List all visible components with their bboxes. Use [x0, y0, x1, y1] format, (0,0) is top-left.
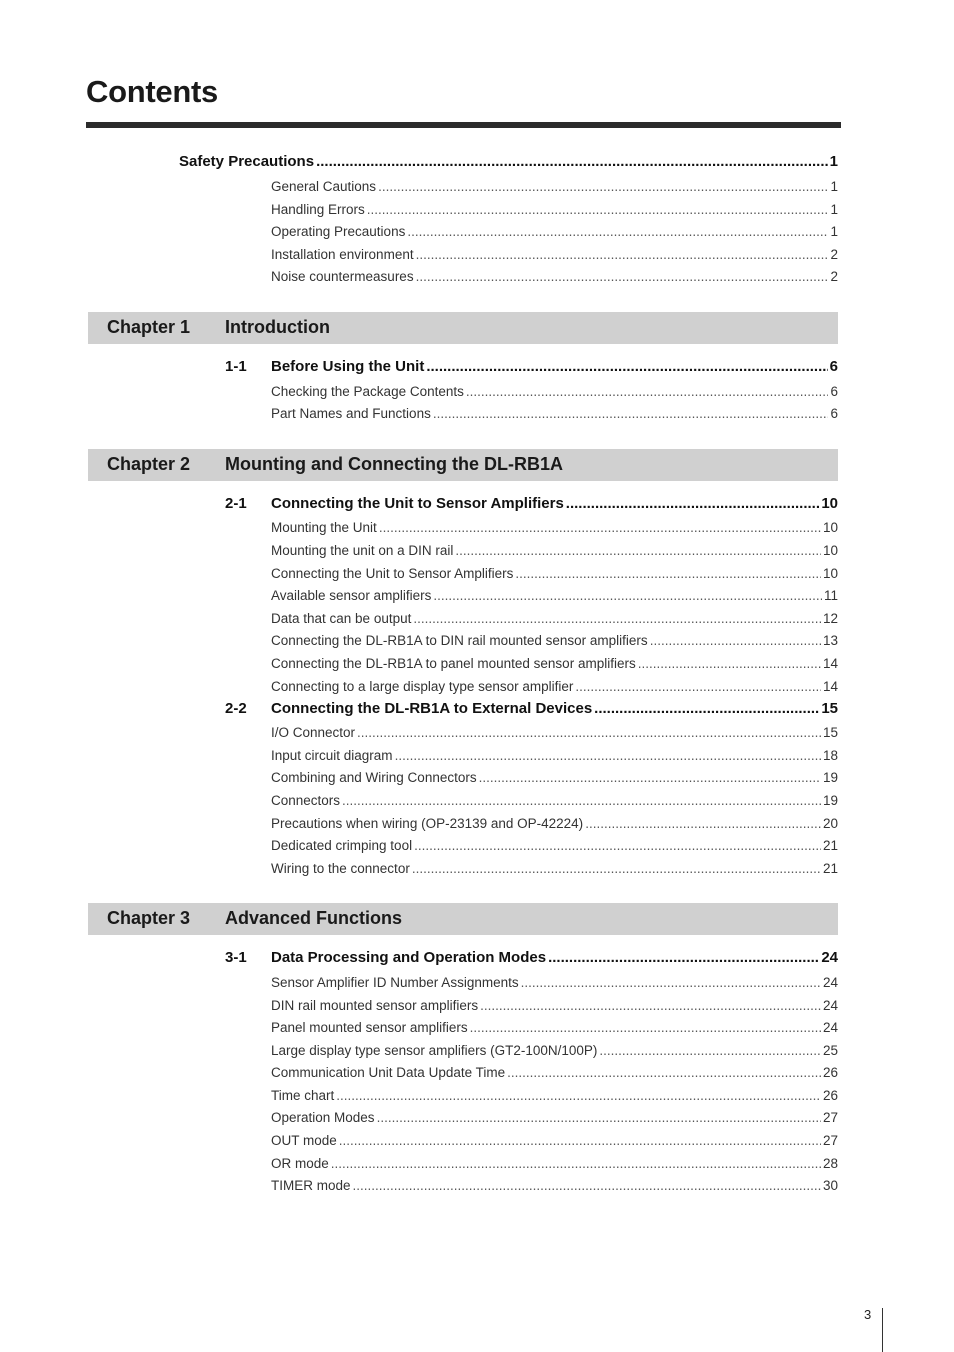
- toc-subentry-label: DIN rail mounted sensor amplifiers: [271, 998, 479, 1013]
- toc-subentry[interactable]: [271, 247, 838, 262]
- leader-dots: [407, 224, 828, 239]
- toc-page-number: 26: [822, 1088, 838, 1103]
- page-number-rule: [882, 1308, 883, 1352]
- section-number: 3-1: [225, 949, 247, 966]
- toc-subentry-label: General Cautions: [271, 179, 377, 194]
- leader-dots: [433, 406, 829, 421]
- toc-subentry[interactable]: [271, 1156, 838, 1171]
- toc-subentry-label: Large display type sensor amplifiers (GT2-100N/100P): [271, 1043, 598, 1058]
- toc-subentry-label: Connecting the Unit to Sensor Amplifiers: [271, 566, 514, 581]
- toc-subentry[interactable]: [271, 816, 838, 831]
- toc-subentry-label: Connecting to a large display type sensor amplifier: [271, 679, 574, 694]
- toc-subentry[interactable]: [271, 202, 838, 217]
- toc-page-number: 24: [822, 975, 838, 990]
- toc-subentry[interactable]: [271, 1110, 838, 1125]
- toc-page-number: 14: [822, 679, 838, 694]
- toc-page-number: 19: [822, 770, 838, 785]
- leader-dots: [416, 247, 829, 262]
- leader-dots: [507, 1065, 821, 1080]
- toc-subentry-label: Installation environment: [271, 247, 414, 262]
- toc-subentry-label: TIMER mode: [271, 1178, 351, 1193]
- section-number: 2-2: [225, 700, 247, 717]
- toc-page-number: 1: [830, 224, 838, 239]
- leader-dots: [377, 1110, 821, 1125]
- toc-page-number: 24: [821, 949, 838, 966]
- toc-subentry[interactable]: [271, 1065, 838, 1080]
- leader-dots: [413, 611, 821, 626]
- toc-page-number: 2: [830, 247, 838, 262]
- toc-subentry-label: Operating Precautions: [271, 224, 406, 239]
- chapter-label: Chapter 1: [107, 317, 191, 337]
- toc-subentry[interactable]: [271, 1020, 838, 1035]
- toc-page-number: 10: [822, 543, 838, 558]
- toc-subentry[interactable]: [271, 725, 838, 740]
- toc-subentry-label: Checking the Package Contents: [271, 384, 464, 399]
- toc-subentry-label: Part Names and Functions: [271, 406, 431, 421]
- toc-subentry-label: Panel mounted sensor amplifiers: [271, 1020, 468, 1035]
- toc-subentry[interactable]: [271, 1043, 838, 1058]
- leader-dots: [416, 269, 829, 284]
- toc-subentry-label: Mounting the Unit: [271, 520, 377, 535]
- leader-dots: [650, 633, 821, 648]
- toc-page-number: 18: [822, 748, 838, 763]
- chapter-1-header[interactable]: [88, 312, 838, 344]
- toc-page-number: 13: [822, 633, 838, 648]
- toc-subentry[interactable]: [271, 1178, 838, 1193]
- leader-dots: [331, 1156, 821, 1171]
- toc-subentry[interactable]: [271, 633, 838, 648]
- toc-page-number: 10: [822, 566, 838, 581]
- toc-subentry[interactable]: [271, 656, 838, 671]
- toc-subentry[interactable]: [271, 224, 838, 239]
- leader-dots: [426, 358, 827, 375]
- toc-page-number: 14: [822, 656, 838, 671]
- leader-dots: [379, 520, 821, 535]
- leader-dots: [433, 588, 822, 603]
- toc-page-number: 24: [822, 1020, 838, 1035]
- toc-subentry[interactable]: [271, 679, 838, 694]
- toc-subentry[interactable]: [271, 793, 838, 808]
- toc-page-number: 6: [830, 384, 838, 399]
- toc-page-number: 24: [822, 998, 838, 1013]
- toc-page-number: 12: [822, 611, 838, 626]
- toc-subentry-label: Noise countermeasures: [271, 269, 414, 284]
- chapter-label: Chapter 2: [107, 454, 191, 474]
- leader-dots: [575, 679, 821, 694]
- leader-dots: [585, 816, 821, 831]
- toc-entry-label: Safety Precautions: [179, 153, 315, 170]
- toc-page-number: 10: [821, 495, 838, 512]
- toc-page-number: 2: [830, 269, 838, 284]
- leader-dots: [367, 202, 829, 217]
- toc-subentry-label: Connecting the DL-RB1A to panel mounted sensor amplifiers: [271, 656, 636, 671]
- toc-subentry[interactable]: [271, 611, 838, 626]
- toc-subentry[interactable]: [271, 770, 838, 785]
- toc-page-number: 21: [822, 861, 838, 876]
- leader-dots: [548, 949, 819, 966]
- leader-dots: [357, 725, 821, 740]
- toc-subentry[interactable]: [271, 588, 838, 603]
- toc-subentry[interactable]: [271, 838, 838, 853]
- toc-page-number: 15: [821, 700, 838, 717]
- toc-subentry-label: Communication Unit Data Update Time: [271, 1065, 506, 1080]
- leader-dots: [339, 1133, 821, 1148]
- toc-subentry-label: Connecting the DL-RB1A to DIN rail mounted sensor amplifiers: [271, 633, 648, 648]
- toc-subentry-label: Dedicated crimping tool: [271, 838, 413, 853]
- toc-subentry-label: I/O Connector: [271, 725, 356, 740]
- toc-page-number: 10: [822, 520, 838, 535]
- leader-dots: [466, 384, 829, 399]
- toc-subentry-label: OUT mode: [271, 1133, 337, 1148]
- toc-page-number: 27: [822, 1133, 838, 1148]
- toc-subentry[interactable]: [271, 384, 838, 399]
- toc-page-number: 25: [822, 1043, 838, 1058]
- leader-dots: [353, 1178, 821, 1193]
- leader-dots: [412, 861, 821, 876]
- leader-dots: [414, 838, 821, 853]
- toc-subentry-label: Combining and Wiring Connectors: [271, 770, 477, 785]
- toc-subentry-label: Wiring to the connector: [271, 861, 410, 876]
- toc-section-2-1[interactable]: [271, 495, 838, 512]
- leader-dots: [479, 770, 821, 785]
- toc-page-number: 21: [822, 838, 838, 853]
- toc-section-2-2[interactable]: [271, 700, 838, 717]
- toc-subentry[interactable]: [271, 543, 838, 558]
- toc-page-number: 1: [830, 202, 838, 217]
- leader-dots: [521, 975, 821, 990]
- leader-dots: [566, 495, 820, 512]
- toc-subentry-label: Mounting the unit on a DIN rail: [271, 543, 454, 558]
- chapter-3-header[interactable]: [88, 903, 838, 935]
- section-number: 2-1: [225, 495, 247, 512]
- page-title: Contents: [86, 74, 218, 109]
- toc-subentry[interactable]: [271, 566, 838, 581]
- chapter-label: Chapter 3: [107, 908, 191, 928]
- toc-page-number: 28: [822, 1156, 838, 1171]
- leader-dots: [455, 543, 821, 558]
- toc-page-number: 1: [829, 153, 838, 170]
- toc-section-3-1[interactable]: [271, 949, 838, 966]
- toc-subentry-label: Precautions when wiring (OP-23139 and OP-42224): [271, 816, 584, 831]
- toc-subentry-label: Available sensor amplifiers: [271, 588, 432, 603]
- toc-subentry-label: Operation Modes: [271, 1110, 375, 1125]
- page-number: 3: [864, 1307, 872, 1322]
- toc-subentry[interactable]: [271, 975, 838, 990]
- chapter-title: Advanced Functions: [225, 908, 403, 928]
- toc-page-number: 15: [822, 725, 838, 740]
- toc-page-number: 11: [823, 588, 838, 603]
- toc-page-number: 19: [822, 793, 838, 808]
- toc-entry-safety-precautions[interactable]: [179, 153, 838, 170]
- toc-subentry[interactable]: [271, 861, 838, 876]
- toc-subentry[interactable]: [271, 748, 838, 763]
- chapter-title: Introduction: [225, 317, 330, 337]
- toc-section-1-1[interactable]: [271, 358, 838, 375]
- leader-dots: [316, 153, 828, 170]
- section-number: 1-1: [225, 358, 247, 375]
- toc-subentry[interactable]: [271, 406, 838, 421]
- chapter-2-header[interactable]: [88, 449, 838, 481]
- toc-subentry[interactable]: [271, 998, 838, 1013]
- leader-dots: [599, 1043, 821, 1058]
- toc-subentry[interactable]: [271, 520, 838, 535]
- toc-section-title: Before Using the Unit: [271, 358, 425, 375]
- toc-subentry[interactable]: [271, 1088, 838, 1103]
- toc-subentry-label: Sensor Amplifier ID Number Assignments: [271, 975, 519, 990]
- toc-page-number: 6: [829, 358, 838, 375]
- toc-section-title: Data Processing and Operation Modes: [271, 949, 547, 966]
- toc-subentry-label: Connectors: [271, 793, 341, 808]
- toc-page-number: 26: [822, 1065, 838, 1080]
- leader-dots: [395, 748, 821, 763]
- leader-dots: [470, 1020, 821, 1035]
- toc-page-number: 6: [830, 406, 838, 421]
- leader-dots: [378, 179, 828, 194]
- leader-dots: [638, 656, 821, 671]
- toc-page-number: 30: [822, 1178, 838, 1193]
- leader-dots: [342, 793, 821, 808]
- toc-section-title: Connecting the DL-RB1A to External Devices: [271, 700, 593, 717]
- toc-subentry[interactable]: [271, 269, 838, 284]
- toc-subentry[interactable]: [271, 1133, 838, 1148]
- toc-page-number: 20: [822, 816, 838, 831]
- toc-subentry-label: Handling Errors: [271, 202, 365, 217]
- chapter-title: Mounting and Connecting the DL-RB1A: [225, 454, 563, 474]
- toc-page-number: 1: [830, 179, 838, 194]
- toc-page-number: 27: [822, 1110, 838, 1125]
- toc-subentry-label: Time chart: [271, 1088, 335, 1103]
- leader-dots: [336, 1088, 821, 1103]
- toc-subentry-label: Input circuit diagram: [271, 748, 393, 763]
- leader-dots: [594, 700, 819, 717]
- leader-dots: [515, 566, 821, 581]
- leader-dots: [480, 998, 821, 1013]
- toc-section-title: Connecting the Unit to Sensor Amplifiers: [271, 495, 564, 512]
- toc-subentry-label: Data that can be output: [271, 611, 412, 626]
- toc-subentry-label: OR mode: [271, 1156, 329, 1171]
- title-divider: [86, 122, 841, 128]
- toc-subentry[interactable]: [271, 179, 838, 194]
